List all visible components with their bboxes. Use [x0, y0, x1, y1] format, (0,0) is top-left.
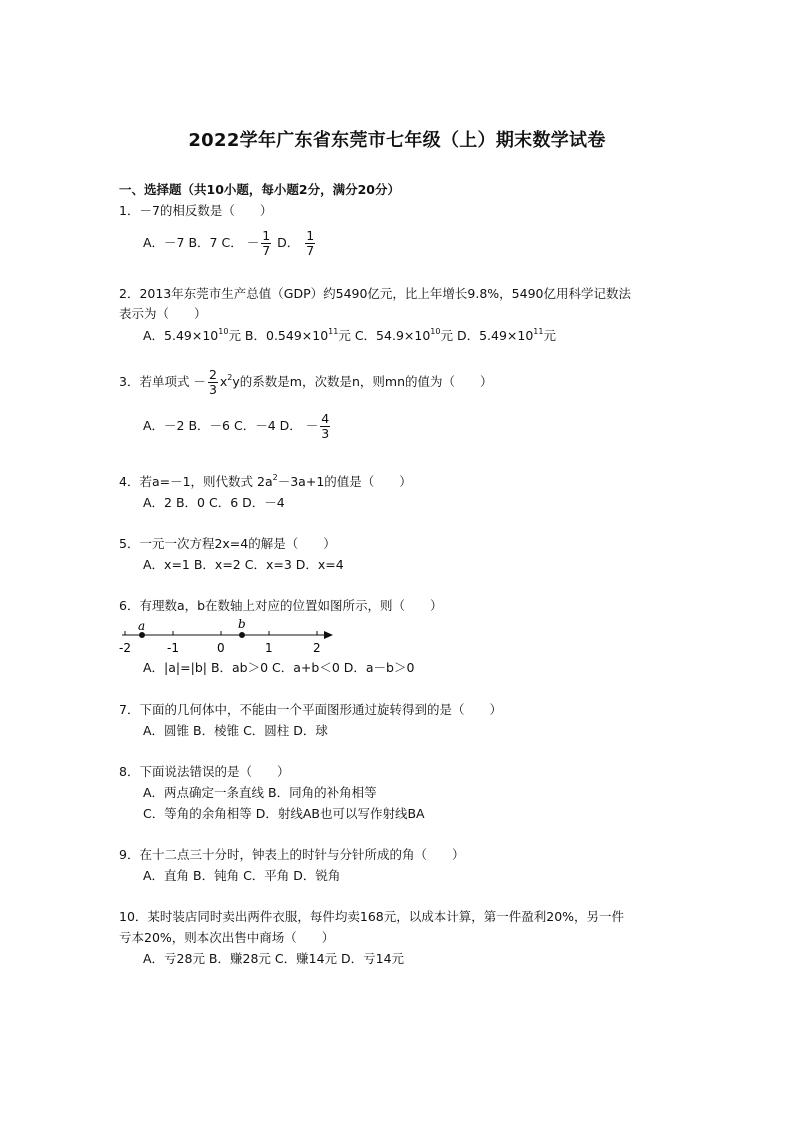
question-4-stem: 4．若a=－1，则代数式 $2a^2-3a+1$的值是（ ） — [119, 473, 412, 489]
tick-label: -2 — [119, 641, 131, 655]
arrow-head-icon — [324, 631, 333, 639]
question-10-stem-line1: 10．某时装店同时卖出两件衣服，每件均卖168元，以成本计算，第一件盈利20%，另一件 — [119, 909, 625, 924]
point-b-dot — [239, 632, 245, 638]
section-heading: 一、选择题（共10小题，每小题2分，满分20分） — [119, 182, 400, 197]
tick-label: -1 — [167, 641, 179, 655]
question-3-options: A．－2 B．－6 C．－4 D． － $\frac{4}{3}$ — [143, 411, 330, 441]
question-7-options: A．圆锥 B．棱锥 C．圆柱 D．球 — [143, 723, 328, 738]
question-8-options-line1: A．两点确定一条直线 B．同角的补角相等 — [143, 785, 377, 800]
question-9-options: A．直角 B．钝角 C．平角 D．锐角 — [143, 868, 341, 883]
question-1-options: A．－7 B．7 C． － $\frac{1}{7}$ D． $\frac{1}{7}$ — [143, 228, 315, 258]
question-2-options: A．$5.49\times 10^{10}$元 B．$0.549\times 10^{11}$元 C．$54.9\times 10^{10}$元 D．$5.49\times 10^{11}$元 — [143, 327, 556, 343]
fraction: $\frac{4}{3}$ — [321, 411, 330, 441]
question-1-stem: 1．－7的相反数是（ ） — [119, 203, 273, 218]
question-7-stem: 7．下面的几何体中，不能由一个平面图形通过旋转得到的是（ ） — [119, 702, 502, 717]
question-6-stem: 6．有理数a，b在数轴上对应的位置如图所示，则（ ） — [119, 598, 443, 613]
page-title: 2022学年广东省东莞市七年级（上）期末数学试卷 — [188, 130, 606, 151]
question-10-stem-line2: 亏本20%，则本次出售中商场（ ） — [119, 930, 335, 945]
tick-label: 2 — [313, 641, 321, 655]
tick-label: 0 — [217, 641, 225, 655]
question-3-stem: 3．若单项式 － $\frac{2}{3}$ $x^2y$的系数是m，次数是n，则mn的值为（ ） — [119, 367, 493, 397]
question-5-stem: 5．一元一次方程2x=4的解是（ ） — [119, 536, 336, 551]
question-8-options-line2: C．等角的余角相等 D．射线AB也可以写作射线BA — [143, 806, 425, 821]
question-2-stem-line1: 2．2013年东莞市生产总值（GDP）约5490亿元，比上年增长9.8%，5490亿用科学记数法 — [119, 286, 631, 301]
point-b-label: b — [238, 618, 246, 631]
fraction: $\frac{1}{7}$ — [306, 228, 315, 258]
fraction: $\frac{1}{7}$ — [262, 228, 271, 258]
question-2-stem-line2: 表示为（ ） — [119, 306, 207, 321]
question-4-options: A．2 B．0 C．6 D．－4 — [143, 495, 285, 510]
point-a-label: a — [138, 619, 146, 633]
question-6-options: A．|a|=|b| B．ab＞0 C．a+b＜0 D．a－b＞0 — [143, 660, 415, 675]
question-8-stem: 8．下面说法错误的是（ ） — [119, 764, 290, 779]
question-9-stem: 9．在十二点三十分时，钟表上的时针与分针所成的角（ ） — [119, 847, 465, 862]
question-10-options: A．亏28元 B．赚28元 C．赚14元 D．亏14元 — [143, 951, 405, 966]
number-line-figure — [117, 618, 337, 658]
question-5-options: A．x=1 B．x=2 C．x=3 D．x=4 — [143, 557, 344, 572]
tick-label: 1 — [265, 641, 273, 655]
fraction: $\frac{2}{3}$ — [208, 367, 217, 397]
